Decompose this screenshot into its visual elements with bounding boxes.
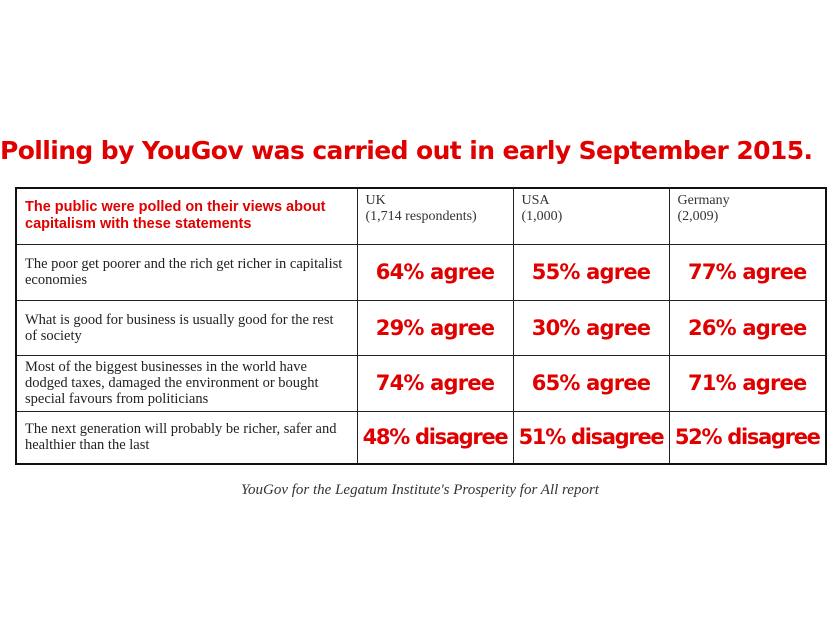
column-country: USA — [521, 193, 550, 208]
result-cell: 52% disagree — [669, 411, 826, 464]
statement-cell: The next generation will probably be richer, safer and healthier than the last — [16, 411, 357, 464]
result-cell: 71% agree — [669, 355, 826, 411]
result-cell: 65% agree — [513, 355, 669, 411]
column-header-uk — [357, 188, 513, 244]
statement-cell: What is good for business is usually good for the rest of society — [16, 300, 357, 355]
column-country: UK — [365, 193, 386, 208]
statement-cell: The poor get poorer and the rich get richer in capitalist economies — [16, 244, 357, 300]
source-caption: YouGov for the Legatum Institute's Prosperity for All report — [241, 482, 599, 498]
result-cell: 26% agree — [669, 300, 826, 355]
table-row — [16, 244, 826, 300]
column-sample: (2,009) — [677, 209, 719, 224]
table-row — [16, 300, 826, 355]
result-cell: 55% agree — [513, 244, 669, 300]
table-row — [16, 411, 826, 464]
column-header-germany — [669, 188, 826, 244]
result-cell: 64% agree — [357, 244, 513, 300]
headline: Polling by YouGov was carried out in early September 2015. — [0, 136, 813, 165]
header-row — [16, 188, 826, 244]
result-cell: 51% disagree — [513, 411, 669, 464]
result-cell: 30% agree — [513, 300, 669, 355]
column-header-usa — [513, 188, 669, 244]
result-cell: 77% agree — [669, 244, 826, 300]
result-cell: 29% agree — [357, 300, 513, 355]
statement-cell: Most of the biggest businesses in the world have dodged taxes, damaged the environment or bought special favours from politicians — [16, 355, 357, 411]
column-sample: (1,000) — [521, 209, 563, 224]
result-cell: 74% agree — [357, 355, 513, 411]
table-row — [16, 355, 826, 411]
intro-cell: The public were polled on their views about capitalism with these statements — [16, 188, 357, 244]
column-sample: (1,714 respondents) — [365, 209, 477, 224]
poll-table — [15, 187, 827, 465]
result-cell: 48% disagree — [357, 411, 513, 464]
column-country: Germany — [677, 193, 730, 208]
